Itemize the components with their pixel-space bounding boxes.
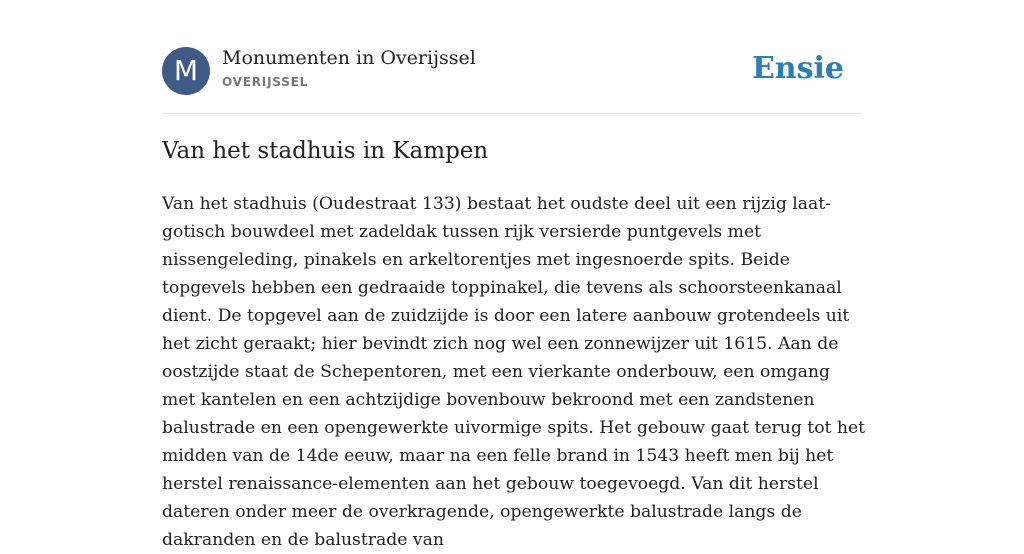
blog-subtitle[interactable]: OVERIJSSEL <box>222 75 309 89</box>
ensie-logo[interactable]: Ensie <box>751 51 844 86</box>
article-body: Van het stadhuis (Oudestraat 133) bestaat het oudste deel uit een rijzig laat-gotisch bouwdeel met zadeldak tussen rijk versierde puntgevels met nissengeleding, pinakels en arkeltorentjes met ingesnoerde spits. Beide topgevels hebben een gedraaide toppinakel, die tevens als schoorsteenkanaal dient. De topgevel aan de zuidzijde is door een latere aanbouw grotendeels uit het zicht geraakt; hier bevindt zich nog wel een zonnewijzer uit 1615. Aan de oostzijde staat de Schepentoren, met een vierkante onderbouw, een omgang met kantelen en een achtzijdige bovenbouw bekroond met een zandstenen balustrade en een opengewerkte uivormige spits. Het gebouw gaat terug tot het midden van de 14de eeuw, maar na een felle brand in 1543 heeft men bij het herstel renaissance-elementen aan het gebouw toegevoegd. Van dit herstel dateren onder meer de overkragende, opengewerkte balustrade langs de dakranden en de balustrade van <box>162 194 866 550</box>
avatar[interactable]: M <box>162 47 210 95</box>
site-header <box>162 47 862 95</box>
header-divider <box>162 113 862 114</box>
blog-title[interactable]: Monumenten in Overijssel <box>222 47 476 69</box>
article-title: Van het stadhuis in Kampen <box>162 138 489 164</box>
